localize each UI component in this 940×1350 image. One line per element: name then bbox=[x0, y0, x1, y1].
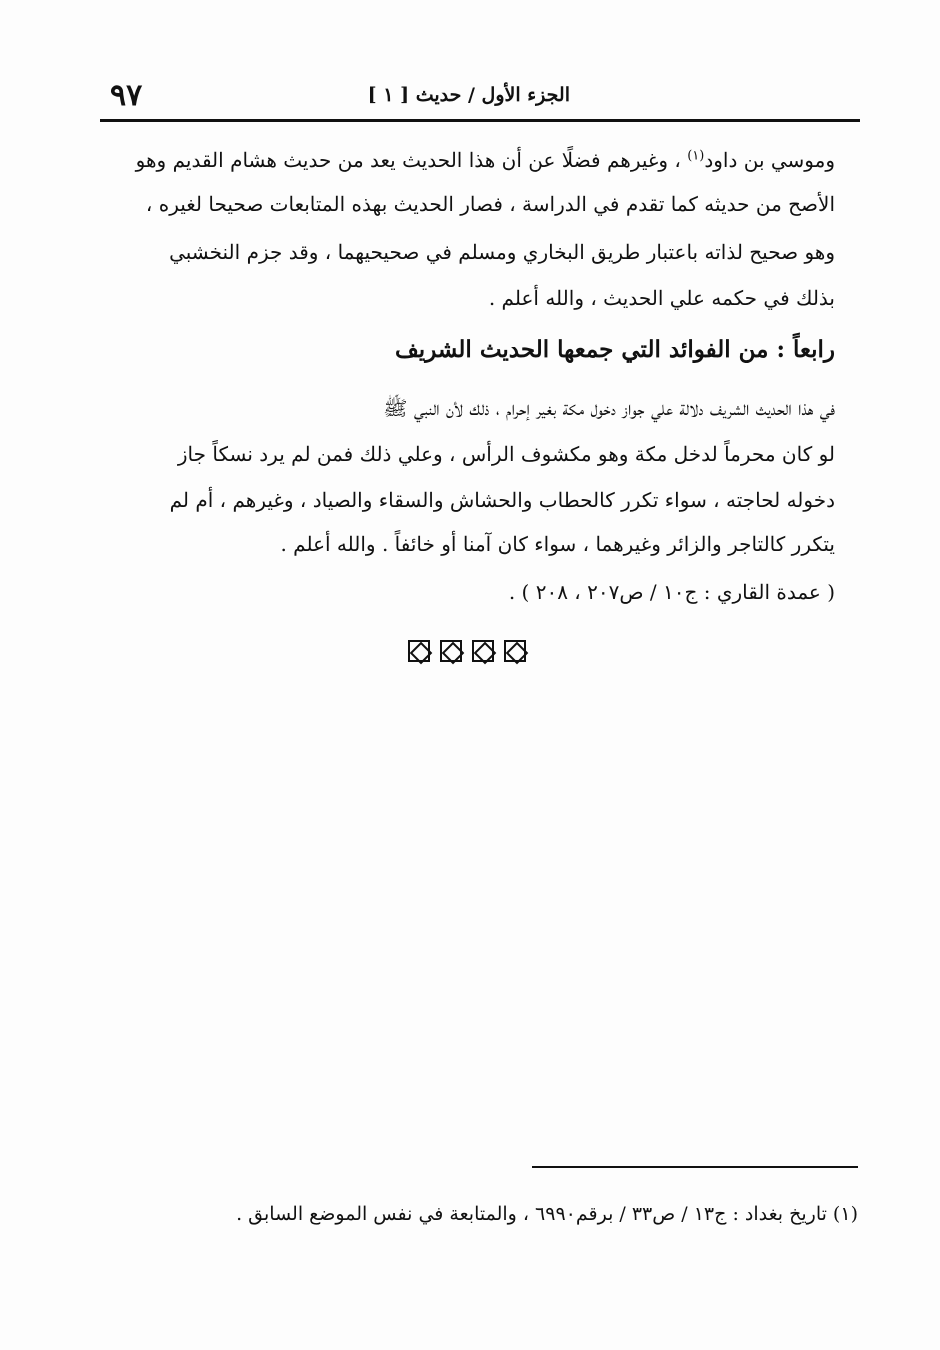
paragraph-2-line-3: دخوله لحاجته ، سواء تكرر كالحطاب والحشاش والسقاء والصياد ، وغيرهم ، أم لم bbox=[169, 488, 835, 512]
paragraph-1-line-3: وهو صحيح لذاته باعتبار طريق البخاري ومسلم في صحيحيهما ، وقد جزم النخشبي bbox=[169, 240, 835, 264]
source-citation: ( عمدة القاري : ج١٠ / ص٢٠٧ ، ٢٠٨ ) . bbox=[508, 580, 835, 604]
paragraph-2-line-1: في هذا الحديث الشريف دلالة علي جواز دخول مكة بغير إحرام ، ذلك لأن النبي ﷺ bbox=[383, 396, 835, 420]
paragraph-1-line-2: الأصح من حديثه كما تقدم في الدراسة ، فصار الحديث بهذه المتابعات صحيحا لغيره ، bbox=[145, 192, 835, 216]
page-header bbox=[100, 70, 860, 120]
ornament-square-icon bbox=[472, 640, 494, 662]
paragraph-1-line-4: بذلك في حكمه علي الحديث ، والله أعلم . bbox=[488, 286, 835, 310]
section-heading-block bbox=[100, 336, 835, 376]
footnote-1: (١) تاريخ بغداد : ج١٣ / ص٣٣ / برقم٦٩٩٠ ، والمتابعة في نفس الموضع السابق . bbox=[236, 1203, 858, 1225]
paragraph-1 bbox=[100, 148, 835, 318]
section-end-ornament bbox=[408, 640, 526, 662]
ornament-square-icon bbox=[408, 640, 430, 662]
paragraph-2-line-4: يتكرر كالتاجر والزائر وغيرهما ، سواء كان آمنا أو خائفاً . والله أعلم . bbox=[280, 532, 835, 556]
paragraph-1-line-1 bbox=[100, 148, 835, 172]
page-number: ٩٧ bbox=[110, 78, 143, 113]
paragraph-1-line-1-start: وموسي بن داود bbox=[704, 148, 835, 172]
footnote-marker: (١) bbox=[687, 148, 705, 164]
footnote-rule bbox=[532, 1166, 858, 1168]
section-heading: رابعاً : من الفوائد التي جمعها الحديث الشريف bbox=[395, 336, 835, 363]
ornament-square-icon bbox=[504, 640, 526, 662]
running-title: الجزء الأول / حديث [ ١ ] bbox=[367, 84, 570, 106]
paragraph-2-line-2: لو كان محرماً لدخل مكة وهو مكشوف الرأس ، وعلي ذلك فمن لم يرد نسكاً جاز bbox=[177, 442, 835, 466]
paragraph-1-line-1-rest: ، وغيرهم فضلًا عن أن هذا الحديث يعد من حديث هشام القديم وهو bbox=[135, 148, 681, 172]
ornament-square-icon bbox=[440, 640, 462, 662]
paragraph-2 bbox=[100, 396, 835, 576]
source-citation-block bbox=[100, 580, 835, 620]
header-rule bbox=[100, 119, 860, 122]
